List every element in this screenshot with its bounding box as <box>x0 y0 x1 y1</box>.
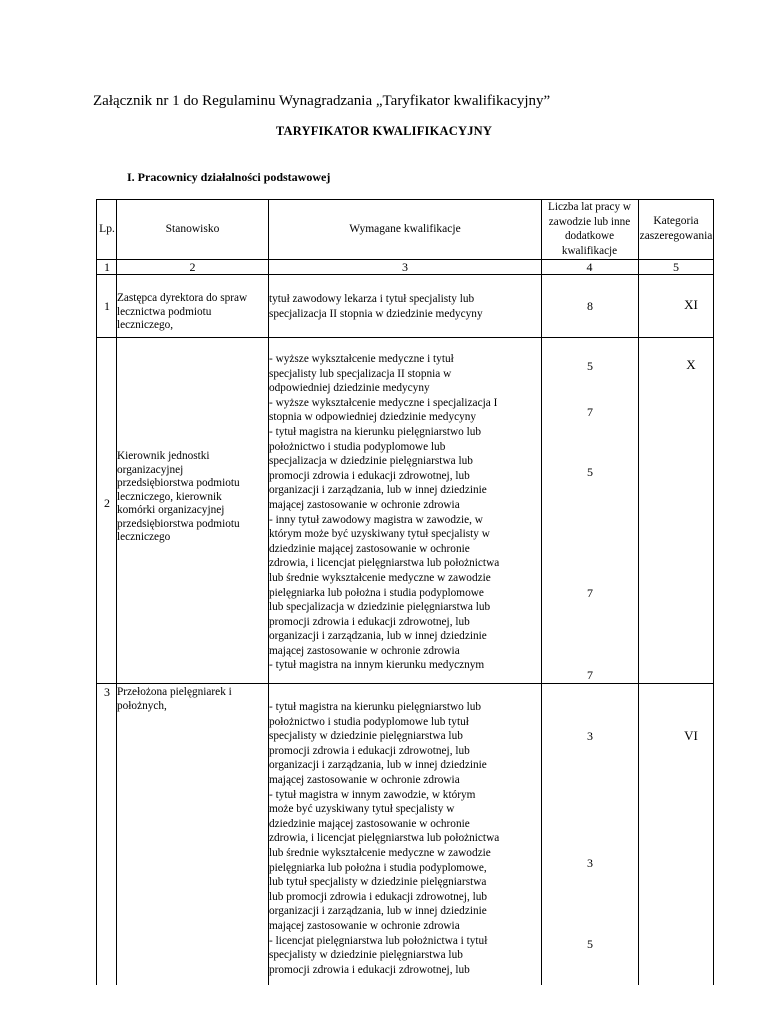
column-number: 1 <box>104 260 110 274</box>
row3-qualifications <box>269 700 541 977</box>
header-qualifications: Wymagane kwalifikacje <box>349 223 461 235</box>
row3-qualification-line: lub tytuł specjalisty w dziedzinie pielęgniarstwa <box>269 876 487 889</box>
row2-qualification-line: - tytuł magistra na kierunku pielęgniarstwo lub <box>269 425 482 438</box>
row3-years: 3 <box>587 729 593 743</box>
row2-position-line: przedsiębiorstwa podmiotu <box>117 477 240 489</box>
row2-qualification-line: organizacji i zarządzania, lub w innej dziedzinie <box>269 484 487 497</box>
row2-qualification-line: zdrowia, i licencjat pielęgniarstwa lub położnictwa <box>269 557 500 570</box>
row3-qualification-line: pielęgniarka lub położna i studia podyplomowe, <box>269 861 487 874</box>
row2-position <box>117 450 269 545</box>
row2-category: X <box>686 357 696 372</box>
header-lp: Lp. <box>99 223 115 235</box>
main-title: TARYFIKATOR KWALIFIKACYJNY <box>275 124 493 138</box>
header-years-line: zawodzie lub inne <box>548 215 631 228</box>
row3-position-line: Przełożona pielęgniarek i <box>117 686 232 698</box>
row2-qualification-line: - wyższe wykształcenie medyczne i tytuł <box>269 353 454 365</box>
column-number: 3 <box>402 260 408 274</box>
row3-qualification-line: dziedzinie mającej zastosowanie w ochronie <box>269 817 470 830</box>
row2-qualification-line: dziedzinie mającej zastosowanie w ochronie <box>269 542 470 555</box>
row3-qualification-line: - licencjat pielęgniarstwa lub położnictwa i tytuł <box>269 934 488 947</box>
row3-qualification-line: może być uzyskiwany tytuł specjalisty w <box>269 803 455 816</box>
row1-years: 8 <box>587 299 593 313</box>
row3-qualification-line: mającej zastosowanie w ochronie zdrowia <box>269 919 460 932</box>
row3-qualification-line: lub promocji zdrowia i edukacji zdrowotnej, lub <box>269 890 488 903</box>
row3-qualification-line: specjalisty w dziedzinie pielęgniarstwa lub <box>269 949 463 962</box>
table-vline-5 <box>638 199 639 985</box>
row2-years: 7 <box>587 405 593 419</box>
row1-category: XI <box>684 297 698 312</box>
row3-qualification-line: organizacji i zarządzania, lub w innej dziedzinie <box>269 759 487 772</box>
row2-qualification-line: mającej zastosowanie w ochronie zdrowia <box>269 498 460 511</box>
header-category-line: zaszeregowania <box>639 230 713 242</box>
row3-years: 5 <box>587 937 593 951</box>
row2-qualification-line: którym może być uzyskiwany tytuł specjalisty w <box>269 528 490 541</box>
row2-position-line: komórki organizacyjnej <box>117 504 225 516</box>
header-category <box>639 214 713 244</box>
header-position: Stanowisko <box>165 223 220 235</box>
row2-qualification-line: lub specjalizacja w dziedzinie pielęgniarstwa lub <box>269 601 491 614</box>
header-years-line: kwalifikacje <box>561 244 618 257</box>
row2-position-line: leczniczego <box>117 531 171 543</box>
row2-qualification-line: promocji zdrowia i edukacji zdrowotnej, lub <box>269 469 470 482</box>
row2-years: 7 <box>587 668 593 682</box>
row1-position-line: leczniczego, <box>117 319 174 331</box>
row3-category: VI <box>684 728 698 743</box>
row1-lp: 1 <box>104 299 110 313</box>
header-years-line: Liczba lat pracy w <box>548 201 631 213</box>
row3-years: 3 <box>587 856 593 870</box>
row2-qualification-line: mającej zastosowanie w ochronie zdrowia <box>269 644 460 657</box>
row3-position <box>117 686 269 713</box>
row3-position-line: położnych, <box>117 699 167 712</box>
table-vline-1 <box>96 199 97 985</box>
row3-qualification-line: - tytuł magistra w innym zawodzie, w którym <box>269 788 476 801</box>
row3-qualification-line: - tytuł magistra na kierunku pielęgniarstwo lub <box>269 701 482 713</box>
row3-qualification-line: organizacji i zarządzania, lub w innej dziedzinie <box>269 905 487 918</box>
row2-qualification-line: położnictwo i studia podyplomowe lub <box>269 440 446 453</box>
column-number: 2 <box>189 260 196 274</box>
row1-qualification-line: specjalizacja II stopnia w dziedzinie medycyny <box>269 307 483 320</box>
row2-qualification-line: promocji zdrowia i edukacji zdrowotnej, lub <box>269 615 470 628</box>
row1-position <box>117 292 269 333</box>
row3-qualification-line: zdrowia, i licencjat pielęgniarstwa lub położnictwa <box>269 832 500 845</box>
row2-lp: 2 <box>104 496 110 510</box>
row2-years: 5 <box>587 465 593 479</box>
table-border-row1 <box>96 337 713 338</box>
table-vline-6 <box>713 199 714 985</box>
row3-qualification-line: promocji zdrowia i edukacji zdrowotnej, lub <box>269 744 470 757</box>
row2-qualification-line: stopnia w odpowiedniej dziedzinie medycyny <box>269 411 477 424</box>
row2-qualification-line: pielęgniarka lub położna i studia podyplomowe <box>269 586 484 599</box>
row2-position-line: przedsiębiorstwa podmiotu <box>117 517 240 530</box>
row1-qualifications <box>269 292 541 321</box>
row2-qualification-line: - inny tytuł zawodowy magistra w zawodzie, w <box>269 513 483 526</box>
column-number: 5 <box>673 260 679 274</box>
section-title: I. Pracownicy działalności podstawowej <box>127 170 331 184</box>
row3-lp: 3 <box>104 685 110 699</box>
column-number: 4 <box>586 260 593 274</box>
header-years <box>541 200 638 258</box>
table-border-row2 <box>96 683 713 684</box>
row2-qualification-line: - tytuł magistra na innym kierunku medycznym <box>269 659 485 672</box>
row2-qualifications <box>269 352 541 673</box>
row1-position-line: lecznictwa podmiotu <box>117 305 212 318</box>
row3-qualification-line: specjalisty w dziedzinie pielęgniarstwa lub <box>269 730 463 743</box>
row2-qualification-line: organizacji i zarządzania, lub w innej dziedzinie <box>269 630 487 643</box>
row2-years: 5 <box>587 359 593 373</box>
row3-qualification-line: mającej zastosowanie w ochronie zdrowia <box>269 773 460 786</box>
row2-position-line: leczniczego, kierownik <box>117 490 222 503</box>
row3-qualification-line: promocji zdrowia i edukacji zdrowotnej, lub <box>269 963 470 976</box>
row2-qualification-line: specjalizacja w dziedzinie pielęgniarstwa lub <box>269 455 473 468</box>
document-title: Załącznik nr 1 do Regulaminu Wynagradzania „Taryfikator kwalifikacyjny” <box>93 93 551 109</box>
row2-position-line: Kierownik jednostki <box>117 450 210 462</box>
header-years-line: dodatkowe <box>564 230 615 243</box>
row2-qualification-line: specjalisty lub specjalizacja II stopnia w <box>269 367 452 380</box>
table-vline-4 <box>541 199 542 985</box>
row2-qualification-line: lub średnie wykształcenie medyczne w zawodzie <box>269 571 491 584</box>
row2-position-line: organizacyjnej <box>117 463 184 476</box>
row1-qualification-line: tytuł zawodowy lekarza i tytuł specjalisty lub <box>269 293 475 305</box>
row3-qualification-line: lub średnie wykształcenie medyczne w zawodzie <box>269 846 491 859</box>
header-category-line: Kategoria <box>653 215 699 227</box>
row2-qualification-line: - wyższe wykształcenie medyczne i specjalizacja I <box>269 396 498 409</box>
row1-position-line: Zastępca dyrektora do spraw <box>117 292 248 304</box>
row2-years: 7 <box>587 586 593 600</box>
row2-qualification-line: odpowiedniej dziedzinie medycyny <box>269 382 430 395</box>
row3-qualification-line: położnictwo i studia podyplomowe lub tytuł <box>269 715 469 728</box>
